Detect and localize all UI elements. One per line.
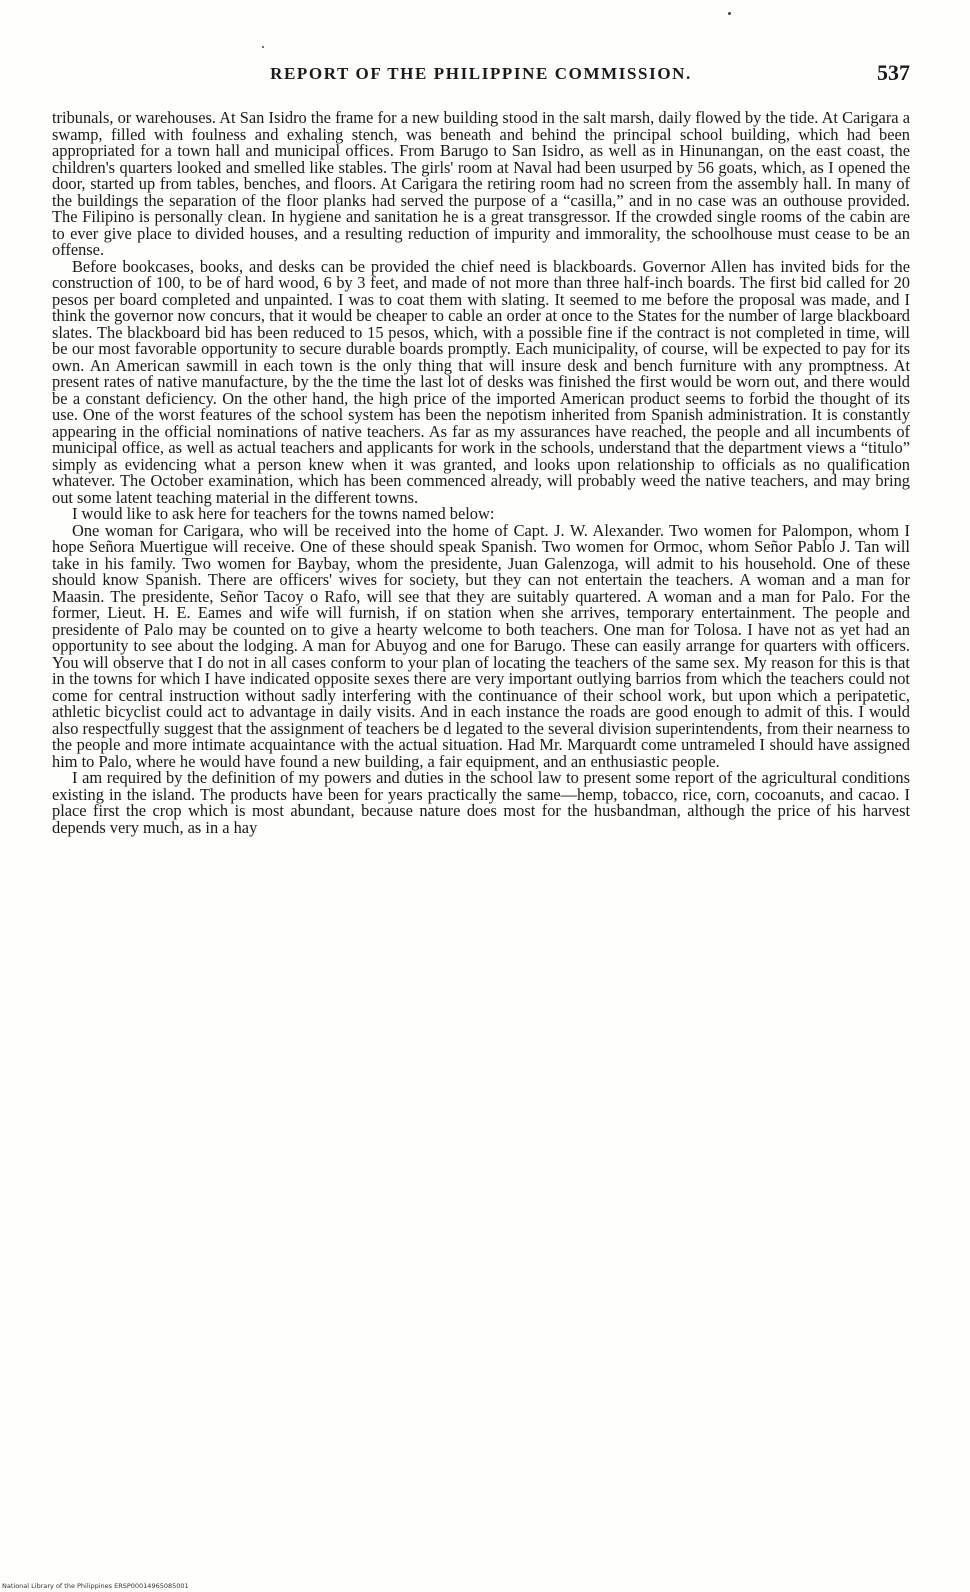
body-text	[52, 110, 910, 836]
running-title: REPORT OF THE PHILIPPINE COMMISSION.	[270, 64, 692, 83]
scan-speck	[262, 46, 264, 48]
page-number: 537	[877, 60, 910, 85]
paragraph: Before bookcases, books, and desks can be provided the chief need is blackboards. Governor Allen has invited bids for the construction of 100, to be of hard wood, 6 by 3 feet, and made of not more than three half-inch boards. The first bid called for 20 pesos per board completed and unpainted. I was to coat them with slating. It seemed to me before the proposal was made, and I think the governor now concurs, that it would be cheaper to cable an order at once to the States for the number of large blackboard slates. The blackboard bid has been reduced to 15 pesos, which, with a possible fine if the contract is not completed in time, will be our most favorable opportunity to secure durable boards promptly. Each municipality, of course, will be expected to pay for its own. An American sawmill in each town is the only thing that will insure desk and bench furniture with any promptness. At present rates of native manufacture, by the the time the last lot of desks was finished the first would be worn out, and there would be a constant deficiency. On the other hand, the high price of the imported American product seems to forbid the thought of its use. One of the worst features of the school system has been the nepotism inherited from Spanish administration. It is constantly appearing in the official nominations of native teachers. As far as my assurances have reached, the people and all incumbents of municipal office, as well as actual teachers and applicants for work in the schools, understand that the department views a “titulo” simply as evidencing what a person knew when it was granted, and looks upon relationship to officials as no qualification whatever. The October examination, which has been commenced already, will probably weed the native teachers, and may bring out some latent teaching material in the different towns.	[52, 256, 910, 507]
paragraph: I would like to ask here for teachers for the towns named below:	[72, 504, 495, 523]
paragraph: tribunals, or warehouses. At San Isidro the frame for a new building stood in the salt marsh, daily flowed by the tide. At Carigara a swamp, filled with foulness and exhaling stench, was beneath and behind the principal school building, which had been appropriated for a town hall and municipal offices. From Barugo to San Isidro, as well as in Hinunangan, on the east coast, the children's quarters looked and smelled like stables. The girls' room at Naval had been usurped by 56 goats, which, as I opened the door, started up from tables, benches, and floors. At Carigara the retiring room had no screen from the assembly hall. In many of the buildings the separation of the floor planks had served the purpose of a “casilla,” and in no case was an outhouse provided. The Filipino is personally clean. In hygiene and sanitation he is a great transgressor. If the crowded single rooms of the cabin are to ever give place to divided houses, and a resulting reduction of impurity and immorality, the schoolhouse must cease to be an offense.	[52, 108, 910, 259]
page-header	[52, 60, 910, 90]
paragraph: One woman for Carigara, who will be received into the home of Capt. J. W. Alexander. Two women for Palompon, whom I hope Señora Muertigue will receive. One of these should speak Spanish. Two women for Ormoc, whom Señor Pablo J. Tan will take in his family. Two women for Baybay, whom the presidente, Juan Galenzoga, will admit to his household. One of these should know Spanish. There are officers' wives for society, but they can not entertain the teachers. A woman and a man for Maasin. The presidente, Señor Tacoy o Rafo, will see that they are suitably quartered. A woman and a man for Palo. For the former, Lieut. H. E. Eames and wife will furnish, if on station when she arrives, temporary entertainment. The people and presidente of Palo may be counted on to give a hearty welcome to both teachers. One man for Tolosa. I have not as yet had an opportunity to see about the lodging. A man for Abuyog and one for Barugo. These can easily arrange for quarters with officers. You will observe that I do not in all cases conform to your plan of locating the teachers of the same sex. My reason for this is that in the towns for which I have indicated opposite sexes there are very important outlying barrios from which the teachers could not come for central instruction without sadly interfering with the continuance of their school work, but upon which a peripatetic, athletic bicyclist could act to advantage in daily visits. And in each instance the roads are good enough to admit of this. I would also respectfully suggest that the assignment of teachers be d legated to the several division superintendents, from their nearness to the people and more intimate acquaintance with the actual situation. Had Mr. Marquardt come untrameled I should have assigned him to Palo, where he would have found a new building, a fair equipment, and an enthusiastic people.	[52, 520, 910, 771]
paragraph: I am required by the definition of my powers and duties in the school law to present some report of the agricultural conditions existing in the island. The products have been for years practically the same—hemp, tobacco, rice, corn, cocoanuts, and cacao. I place first the crop which is most abundant, because nature does most for the husbandman, although the price of his harvest depends very much, as in a hay	[52, 768, 910, 837]
scan-speck	[728, 12, 731, 15]
library-stamp: National Library of the Philippines ERSP00014965085001	[2, 1582, 189, 1590]
